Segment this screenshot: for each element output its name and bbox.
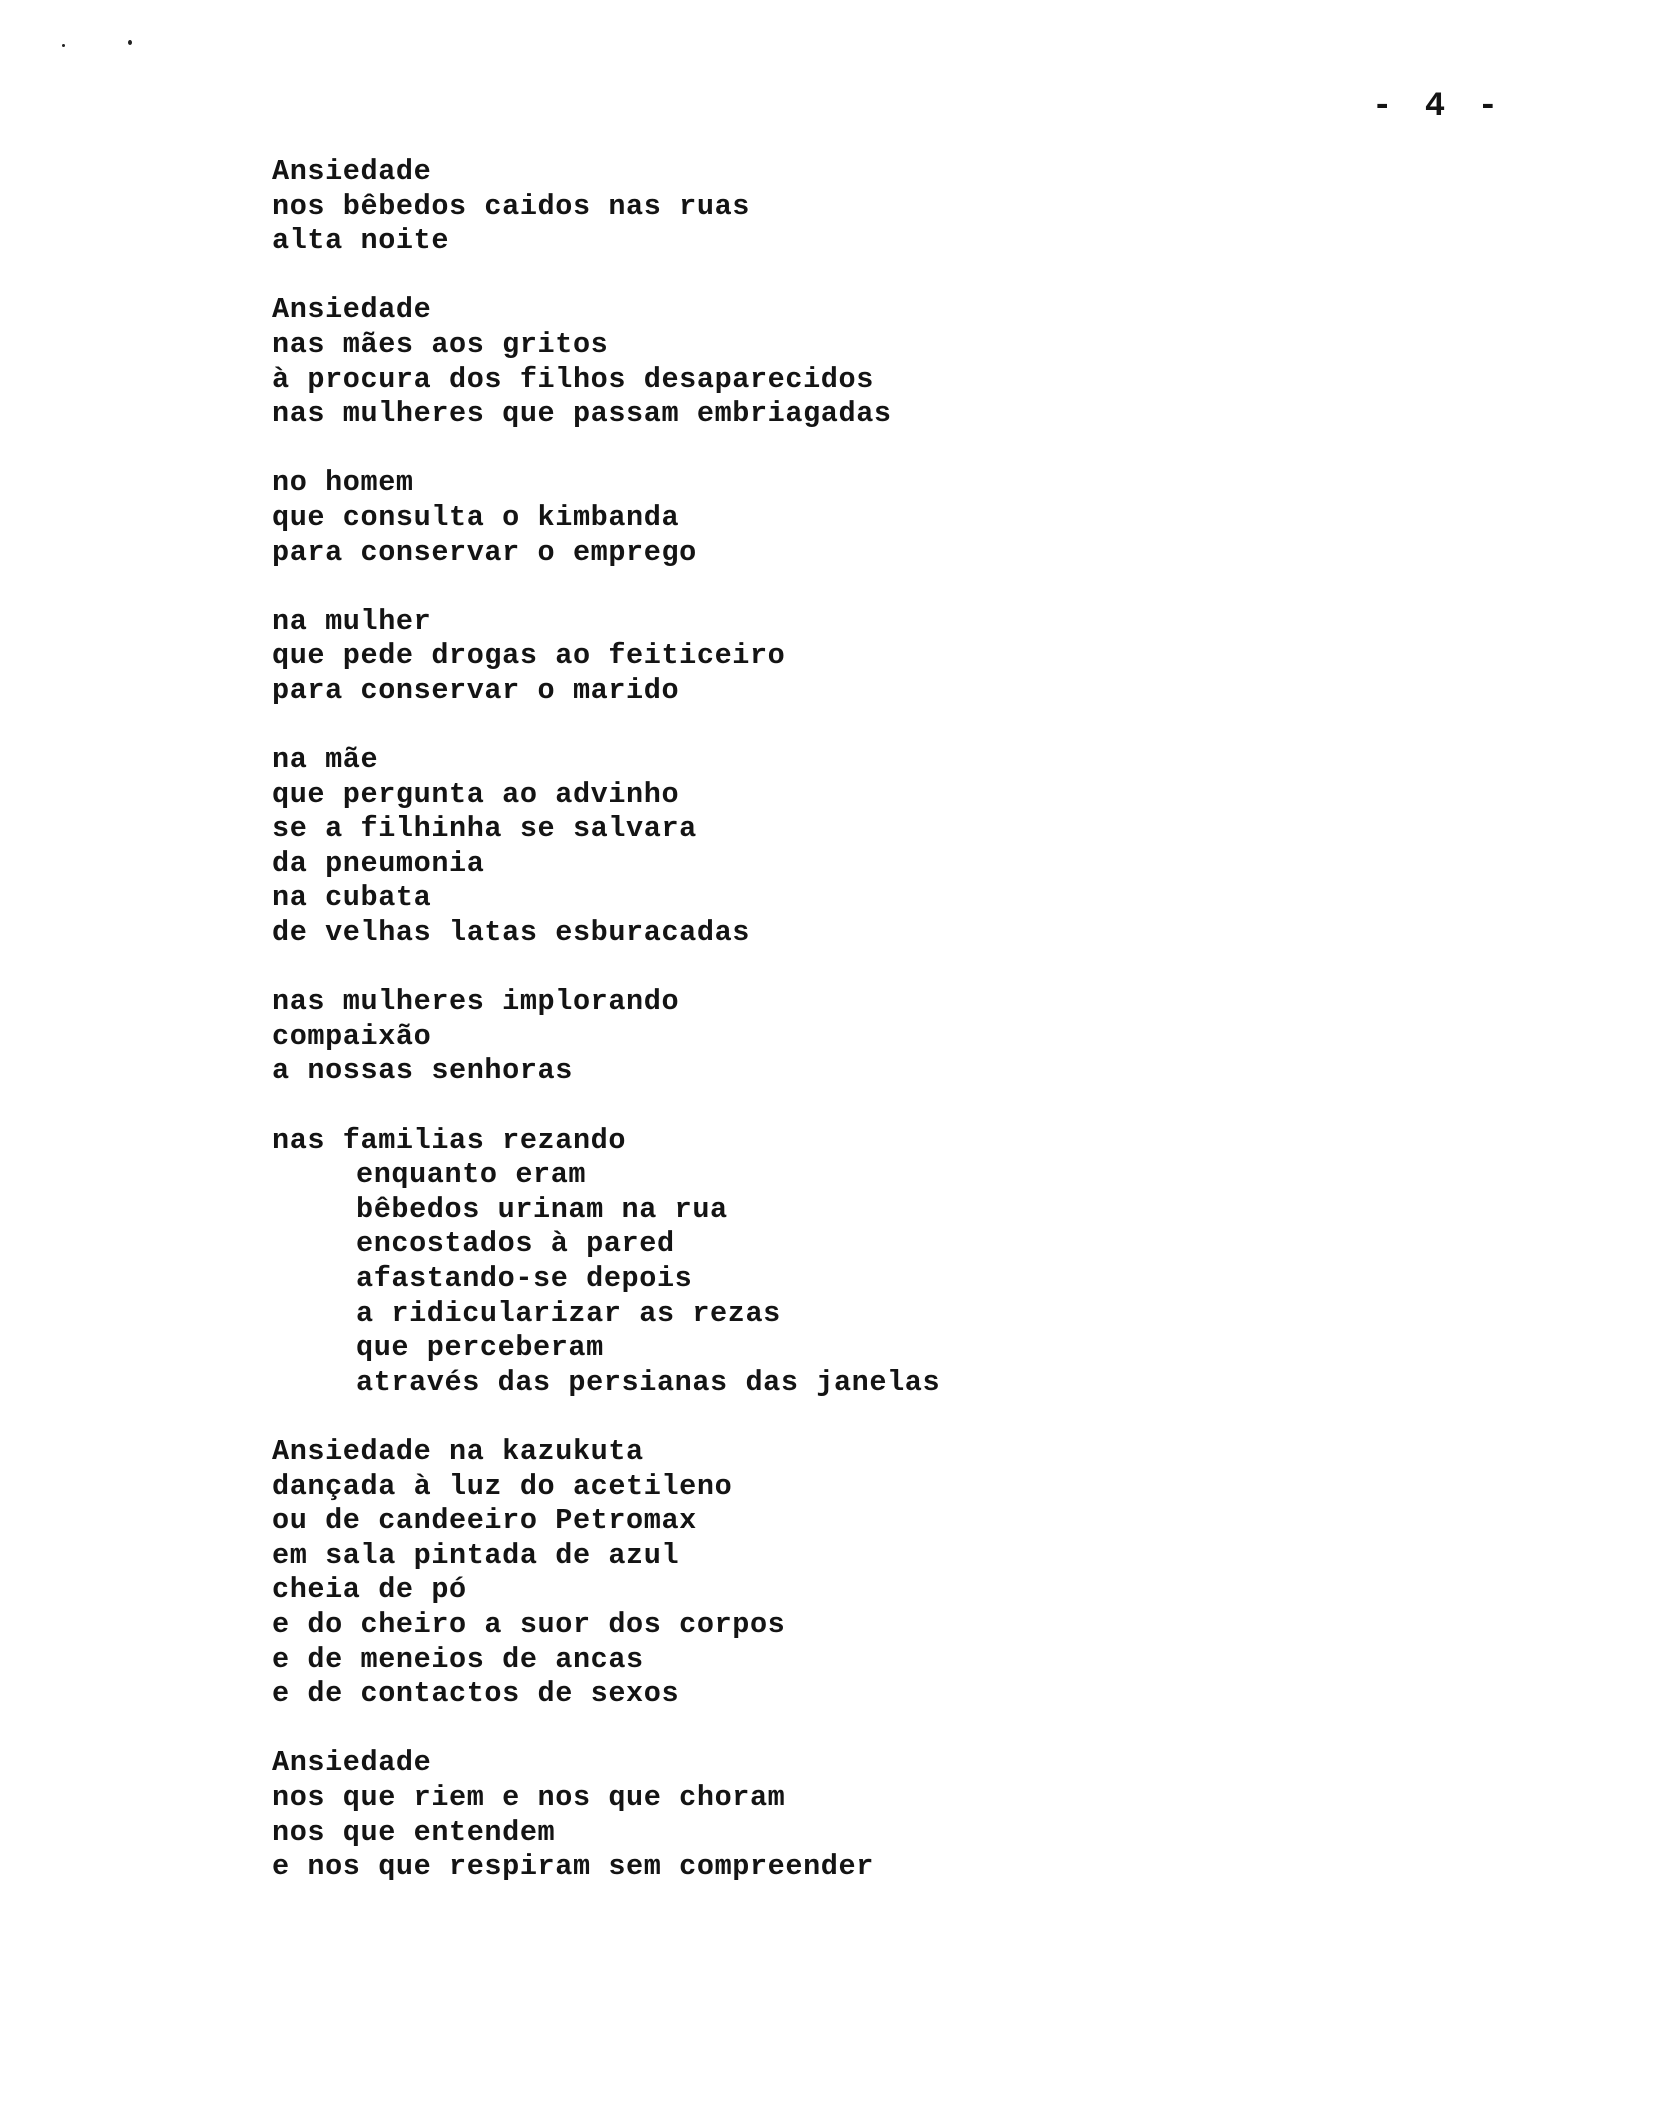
poem-line: na cubata [272,881,432,915]
poem-line: nos que riem e nos que choram [272,1780,786,1814]
stanza [272,605,1572,709]
stanza [272,466,1572,570]
poem-line: e do cheiro a suor dos corpos [272,1607,786,1641]
poem-line: enquanto eram [356,1158,587,1192]
stanza [272,985,1572,1089]
poem-line: encostados à pared [356,1227,675,1261]
stanza [272,743,1572,951]
poem-line: bêbedos urinam na rua [356,1192,728,1226]
poem-line: Ansiedade [272,1746,432,1780]
poem-line: que pede drogas ao feiticeiro [272,639,786,673]
poem-line: para conservar o emprego [272,535,697,569]
stanza [272,1746,1572,1884]
poem-line: Ansiedade [272,293,432,327]
poem-line: afastando-se depois [356,1262,693,1295]
stanza [272,1124,1572,1401]
poem-line: de velhas latas esburacadas [272,916,750,950]
poem-line: Ansiedade na kazukuta [272,1434,644,1468]
poem-body [272,155,1572,1919]
poem-line: em sala pintada de azul [272,1538,680,1572]
poem-line: a nossas senhoras [272,1054,573,1088]
stanza [272,1435,1572,1712]
poem-line: nas familias rezando [272,1123,627,1157]
stanza [272,293,1572,431]
poem-line: e de contactos de sexos [272,1677,680,1711]
poem-line: nas mulheres que passam embriagadas [272,397,892,431]
poem-line: através das persianas das janelas [356,1365,941,1399]
poem-line: se a filhinha se salvara [272,812,697,846]
poem-line: nas mães aos gritos [272,327,609,361]
poem-line: que pergunta ao advinho [272,777,680,811]
poem-line: da pneumonia [272,846,485,880]
page-number: - 4 - [1371,88,1504,126]
poem-line: à procura dos filhos desaparecidos [272,362,874,396]
poem-line: que consulta o kimbanda [272,500,680,534]
poem-line: cheia de pó [272,1573,467,1607]
scan-speck [62,44,65,47]
poem-line: que perceberam [356,1331,604,1365]
scan-speck [128,40,132,45]
poem-line: Ansiedade [272,155,432,188]
poem-line: a ridicularizar as rezas [356,1296,781,1330]
poem-line: nas mulheres implorando [272,985,680,1019]
poem-line: e nos que respiram sem compreender [272,1850,874,1884]
poem-line: e de meneios de ancas [272,1642,644,1676]
poem-line: na mulher [272,604,432,638]
poem-line: alta noite [272,224,450,258]
stanza [272,155,1572,259]
poem-line: ou de candeeiro Petromax [272,1504,697,1538]
poem-line: para conservar o marido [272,673,680,707]
poem-line: nos que entendem [272,1815,556,1849]
poem-line: na mãe [272,743,379,777]
poem-line: dançada à luz do acetileno [272,1469,733,1503]
poem-line: compaixão [272,1019,432,1053]
poem-line: nos bêbedos caidos nas ruas [272,189,750,223]
poem-line: no homem [272,466,414,500]
